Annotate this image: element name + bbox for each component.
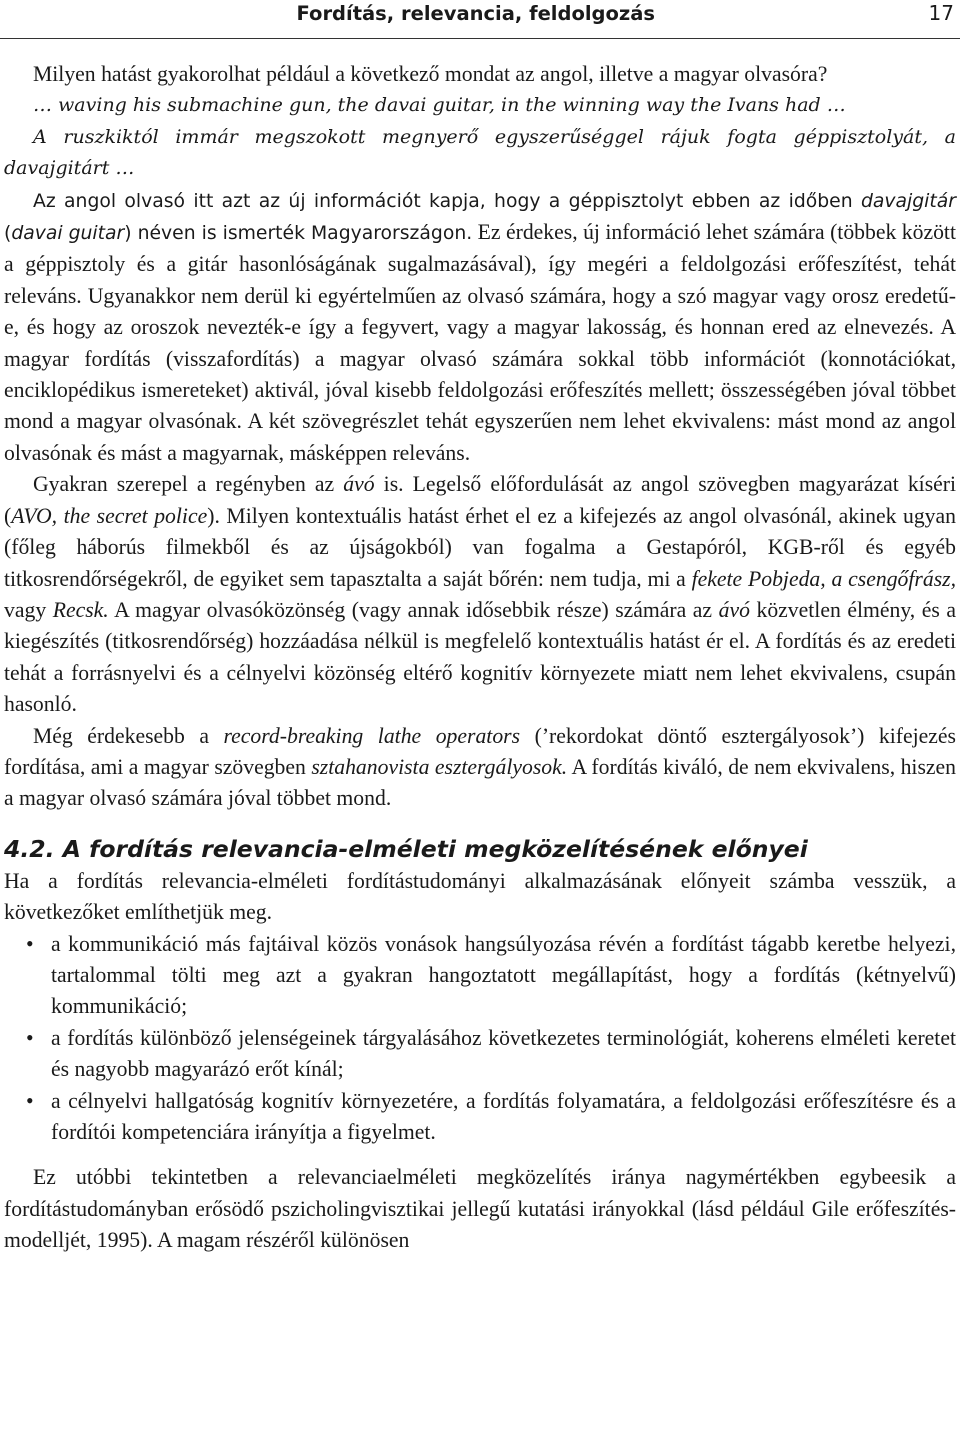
paragraph-lathe: Még érdekesebb a record-breaking lathe operators (’rekordokat döntő esztergályosok’) kifejezés fordítása, ami a magyar szövegben sztahanovista esztergályosok. A fordítás kiváló, de nem ekvivalens, hiszen a magyar olvasó számára jóval többet mond. [4,723,956,811]
term-davai-guitar: davai guitar [11,223,125,245]
bullet-icon: • [26,1025,34,1050]
bullet-icon: • [26,1088,34,1113]
example-english: … waving his submachine gun, the davai guitar, in the winning way the Ivans had … [33,94,846,117]
intro-question: Milyen hatást gyakorolhat például a következő mondat az angol, illetve a magyar olvasóra? [33,62,828,86]
list-item: • a fordítás különböző jelenségeinek tárgyalásához következetes terminológiát, koherens elméleti keretet és nagyobb magyarázó erőt kínál; [4,1023,956,1086]
closing-paragraph: Ez utóbbi tekintetben a relevanciaelméleti megközelítés iránya nagymértékben egybeesik a fordítástudományban erősödő pszicholingvisztikai jellegű kutatási irányokkal (lásd például Gile erőfeszítés-modelljét, 1995). A magam részéről különösen [4,1165,956,1253]
term-record-breaking: record-breaking lathe operators [223,723,521,748]
bullet-icon: • [26,931,34,956]
term-sztahanovista: sztahanovista esztergályosok. [311,754,568,779]
section-lead: Ha a fordítás relevancia-elméleti fordítástudományi alkalmazásának előnyeit számba vesszük, a következőket említhetjük meg. [4,868,956,925]
running-title: Fordítás, relevancia, feldolgozás [296,2,655,25]
list-item: • a kommunikáció más fajtáival közös vonások hangsúlyozása révén a fordítást tágabb keretbe helyezi, tartalommal tölti meg azt a gyakran hangoztatott megállapítást, hogy a fordítás (kétnyelvű) kommunikáció; [4,929,956,1023]
term-recsk: Recsk. [52,597,109,622]
list-item: • a célnyelvi hallgatóság kognitív környezetére, a fordítás folyamatára, a feldolgozási erőfeszítésre és a fordítói kompetenciára irányítja a figyelmet. [4,1086,956,1149]
paragraph-davajgitar: Az angol olvasó itt azt az új információt kapja, hogy a géppisztolyt ebben az időben davajgitár (davai guitar) néven is ismerték Magyarországon. Ez érdekes, új információ lehet számára (többek között a géppisztoly és a gitár hasonlóságának sugalmazásával), így megéri a feldolgozási erőfeszítést, tehát releváns. Ugyanakkor nem derül ki egyértelműen az olvasó számára, hogy a szó magyar vagy orosz eredetű-e, és hogy az oroszok nevezték-e így a fegyvert, vagy a magyar lakosság, és honnan ered az elnevezés. A magyar fordítás (visszafordítás) a magyar olvasó számára sokkal több információt (konnotációkat, enciklopédikus ismereteket) aktivál, jóval kisebb feldolgozási erőfeszítés mellett; összességében jóval többet mond a magyar olvasónak. A két szövegrészlet tehát egyszerűen nem lehet ekvivalens: mást mond az angol olvasónak és mást a magyarnak, másképpen releváns. [4,190,956,465]
example-hungarian: A ruszkiktól immár megszokott megnyerő egyszerűséggel rájuk fogta géppisztolyát, a davajgitárt … [4,125,956,180]
page-number: 17 [928,1,954,25]
term-fekete-pobjeda: fekete Pobjeda, a csengőfrász, [691,566,956,591]
term-davajgitar: davajgitár [860,190,956,212]
header-rule [0,38,960,39]
term-avo-secret-police: AVO, the secret police [11,503,208,528]
spacer [4,1148,956,1162]
running-header [0,0,960,40]
advantages-list [4,929,956,1149]
sans-passage: Az angol olvasó itt azt az új információt kapja, hogy a géppisztolyt ebben az időben davajgitár (davai guitar) néven is ismerték Magyarországon. [4,190,956,245]
term-avo: ávó [343,472,375,497]
term-avo-2: ávó [718,597,750,622]
paragraph-avo: Gyakran szerepel a regényben az ávó is. Legelső előfordulását az angol szövegben magyarázat kíséri (AVO, the secret police). Milyen kontextuális hatást érhet el ez a kifejezés az angol olvasónál, akinek ugyan (főleg háborús filmekből és az újságokból) van fogalma a Gestapóról, KGB-ről és egyéb titkosrendőrségekről, de egyiket sem tapasztalta a saját bőrén: nem tudja, mi a fekete Pobjeda, a csengőfrász, vagy Recsk. A magyar olvasóközönség (vagy annak idősebbik része) számára az ávó közvetlen élmény, és a kiegészítés (titkosrendőrség) hozzáadása nélkül is megfelelő kontextuális hatást ér el. A fordítás és az eredeti tehát a forrásnyelvi és a célnyelvi közönség eltérő kognitív környezete miatt nem lehet ekvivalens, csupán hasonló. [4,472,957,717]
page-body [4,59,956,1257]
section-heading: 4.2. A fordítás relevancia-elméleti megközelítésének előnyei [4,834,808,863]
